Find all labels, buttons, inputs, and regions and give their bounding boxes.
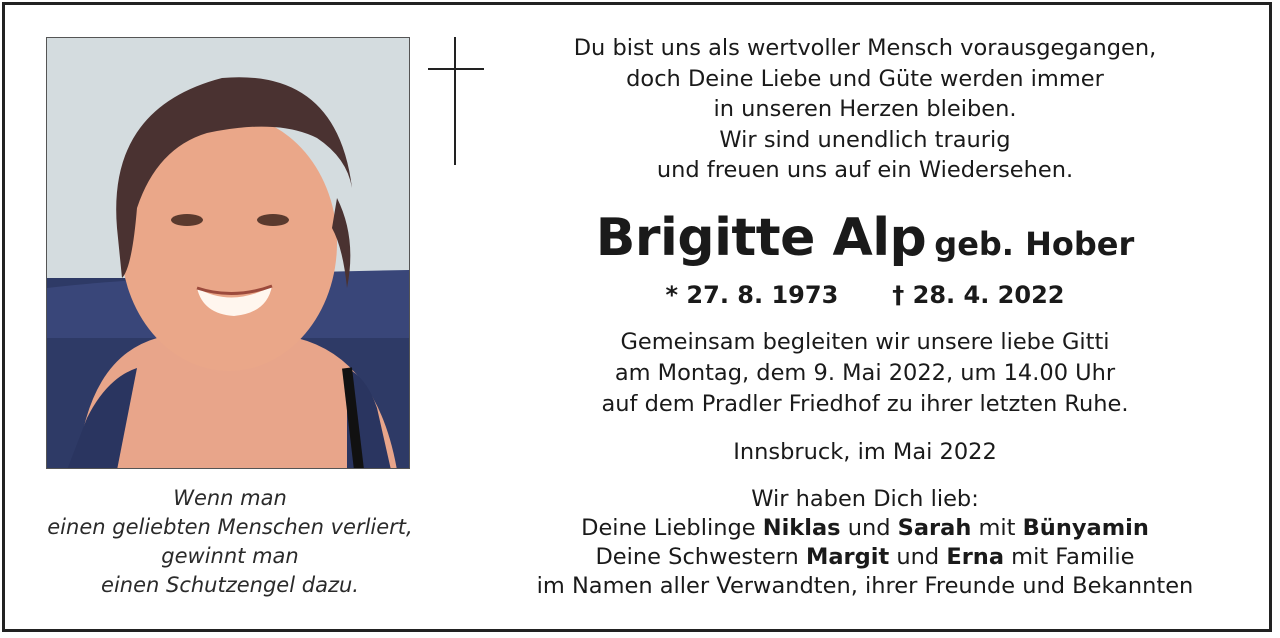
- birth-date: * 27. 8. 1973: [665, 281, 839, 309]
- quote-line: einen Schutzengel dazu.: [101, 573, 359, 597]
- mourners: [500, 485, 1230, 601]
- name-main: Brigitte Alp: [595, 208, 927, 268]
- death-date: † 28. 4. 2022: [892, 281, 1065, 309]
- mourner-name: Niklas: [762, 515, 841, 541]
- deceased-name: [500, 206, 1230, 282]
- verse: [500, 33, 1230, 186]
- portrait-photo: [46, 37, 410, 469]
- quote-line: einen geliebten Menschen verliert,: [47, 515, 413, 539]
- mourner-name: Bünyamin: [1022, 515, 1149, 541]
- text: mit: [971, 515, 1023, 541]
- verse-line: doch Deine Liebe und Güte werden immer: [626, 65, 1104, 92]
- quote-line: Wenn man: [173, 486, 287, 510]
- verse-line: Du bist uns als wertvoller Mensch vorausgegangen,: [573, 35, 1157, 61]
- closing-line: [500, 543, 1230, 572]
- maiden-name: geb. Hober: [934, 225, 1135, 263]
- closing-line: im Namen aller Verwandten, ihrer Freunde und Bekannten: [536, 573, 1194, 599]
- life-dates: [500, 280, 1230, 310]
- cross-icon: [428, 37, 484, 165]
- service-line: am Montag, dem 9. Mai 2022, um 14.00 Uhr: [614, 360, 1116, 386]
- mourner-name: Margit: [805, 544, 890, 570]
- verse-line: Wir sind unendlich traurig: [719, 126, 1011, 153]
- closing-line: [500, 514, 1230, 543]
- closing-line: Wir haben Dich lieb:: [751, 486, 979, 512]
- place-date: Innsbruck, im Mai 2022: [733, 439, 997, 465]
- funeral-service: [500, 327, 1230, 420]
- text: Deine Lieblinge: [581, 515, 763, 541]
- service-line: Gemeinsam begleiten wir unsere liebe Gitti: [620, 329, 1110, 355]
- mourner-name: Erna: [946, 544, 1005, 570]
- memorial-quote: [30, 484, 430, 600]
- text: Deine Schwestern: [595, 544, 806, 570]
- verse-line: in unseren Herzen bleiben.: [713, 96, 1017, 122]
- service-line: auf dem Pradler Friedhof zu ihrer letzten Ruhe.: [601, 391, 1129, 417]
- quote-line: gewinnt man: [161, 544, 299, 568]
- mourner-name: Sarah: [897, 515, 972, 541]
- text: und: [889, 544, 947, 570]
- verse-line: und freuen uns auf ein Wiedersehen.: [656, 157, 1074, 183]
- text: und: [840, 515, 898, 541]
- text: mit Familie: [1004, 544, 1135, 570]
